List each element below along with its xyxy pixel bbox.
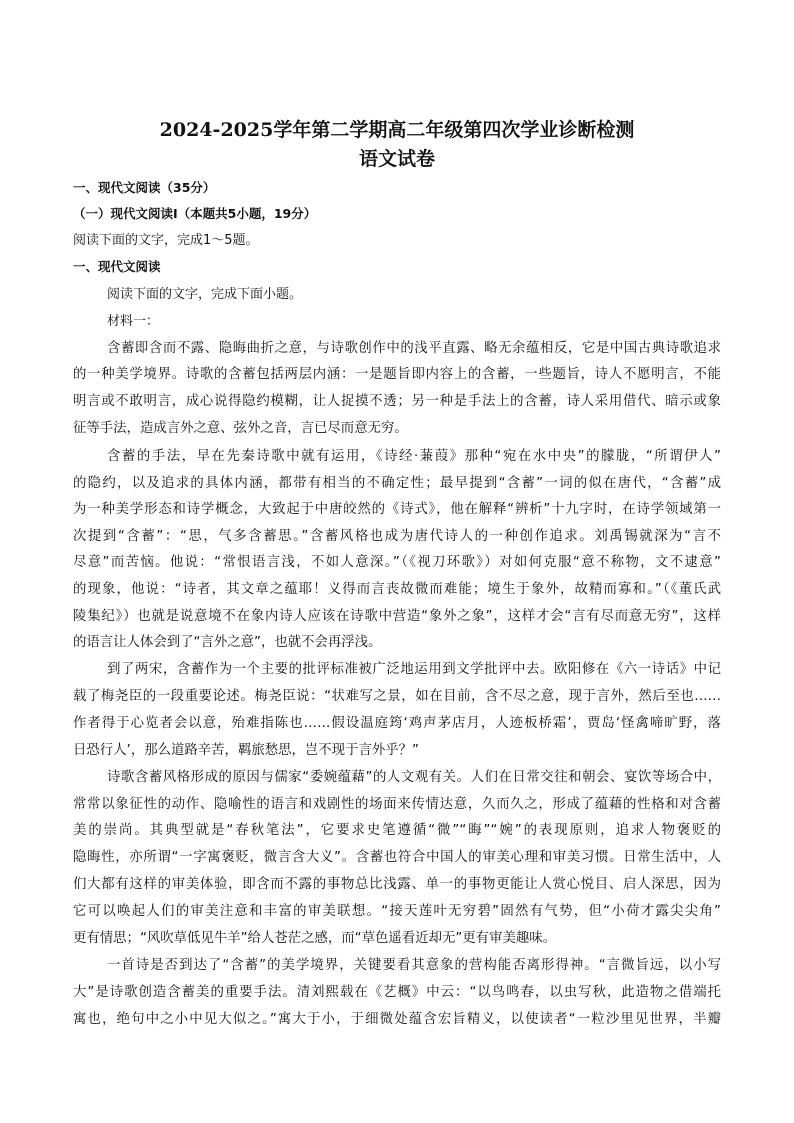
instruction-text: 阅读下面的文字，完成1～5题。 [73, 233, 259, 248]
paragraph-line: 征等手法，造成言外之意、弦外之音，言已尽而意无穷。 [73, 421, 408, 436]
paragraph-line: 大”是诗歌创造含蓄美的重要手法。清刘熙载在《艺概》中云：“以鸟鸣春，以虫写秋，此造物之借端托 [73, 985, 721, 1000]
section-heading-repeat: 一、现代文阅读 [73, 259, 161, 274]
paragraph-line: 美的崇尚。其典型就是“春秋笔法”，它要求史笔遵循“微”“晦”“婉”的表现原则，追求人物褒贬的 [73, 823, 721, 838]
paragraph-line: 的隐约，以及追求的具体内涵，都带有相当的不确定性；最早提到“含蓄”一词的似在唐代，“含蓄”成 [73, 476, 721, 491]
paragraph-line: 含蓄的手法，早在先秦诗歌中就有运用，《诗经·蒹葭》那种“宛在水中央”的朦胧，“所谓伊人” [107, 449, 721, 464]
exam-title: 2024-2025学年第二学期高二年级第四次学业诊断检测 [159, 119, 635, 141]
section-heading: 一、现代文阅读（35分） [73, 180, 216, 195]
paragraph-line: 的一种美学境界。诗歌的含蓄包括两层内涵：一是题旨即内容上的含蓄，一些题旨，诗人不愿明言，不能 [73, 367, 721, 382]
instruction-text-2: 阅读下面的文字，完成下面小题。 [107, 287, 303, 302]
paragraph-line: 次提到“含蓄”：“思，气多含蓄思。”含蓄风格也成为唐代诗人的一种创作追求。刘禹锡就深为“言不 [73, 529, 721, 544]
paragraph-line: 尽意”而苦恼。他说：“常恨语言浅，不如人意深。”（《视刀环歌》）对如何克服“意不称物，文不逮意” [73, 555, 721, 570]
paragraph-line: 为一种美学形态和诗学概念，大致起于中唐皎然的《诗式》，他在解释“辨析”十九字时，在诗学领域第一 [73, 502, 721, 517]
paragraph-line: 日恐行人’，那么道路辛苦，羁旅愁思，岂不现于言外乎？” [73, 743, 419, 758]
paragraph-line: 的现象，他说：“诗者，其文章之蕴耶！义得而言丧故微而难能；境生于象外，故精而寡和。”（《董氏武 [73, 582, 721, 597]
paragraph-line: 们大都有这样的审美体验，即含而不露的事物总比浅露、单一的事物更能让人赏心悦目、启人深思，因为 [73, 877, 721, 892]
paragraph-line: 寓也，绝句中之小中见大似之。”寓大于小，于细微处蕴含宏旨精义，以使读者“一粒沙里见世界，半瓣 [73, 1012, 721, 1027]
material-label: 材料一： [107, 314, 160, 329]
paragraph-line: 诗歌含蓄风格形成的原因与儒家“委婉蕴藉”的人文观有关。人们在日常交往和朝会、宴饮等场合中， [107, 770, 721, 785]
paragraph-line: 到了两宋，含蓄作为一个主要的批评标准被广泛地运用到文学批评中去。欧阳修在《六一诗话》中记 [107, 662, 721, 677]
paragraph-line: 明言或不敢明言，成心说得隐约模糊，让人捉摸不透；另一种是手法上的含蓄，诗人采用借代、暗示或象 [73, 394, 721, 409]
paragraph-line: 一首诗是否到达了“含蓄”的美学境界，关键要看其意象的营构能否离形得神。“言微旨远，以小写 [107, 958, 721, 973]
paragraph-line: 陵集纪》）也就是说意境不在象内诗人应该在诗歌中营造“象外之象”，这样才会“言有尽而意无穷”，这样 [73, 609, 721, 624]
paragraph-line: 作者得于心览者会以意，殆难指陈也……假设温庭筠‘鸡声茅店月，人迹板桥霜’，贾岛‘怪禽啼旷野，落 [73, 716, 721, 731]
paragraph-line: 载了梅尧臣的一段重要论述。梅尧臣说：“状难写之景，如在目前，含不尽之意，现于言外，然后至也…… [73, 689, 721, 704]
paragraph-line: 它可以唤起人们的审美注意和丰富的审美联想。“接天莲叶无穷碧”固然有气势，但“小荷才露尖尖角” [73, 904, 721, 919]
paragraph-line: 含蓄即含而不露、隐晦曲折之意，与诗歌创作中的浅平直露、略无余蕴相反，它是中国古典诗歌追求 [107, 341, 721, 356]
paragraph-line: 的语言让人体会到了“言外之意”，也就不会再浮浅。 [73, 635, 382, 650]
paragraph-line: 隐晦性，亦所谓“一字寓褒贬，微言含大义”。含蓄也符合中国人的审美心理和审美习惯。日常生活中，人 [73, 850, 721, 865]
exam-subtitle: 语文试卷 [358, 148, 435, 170]
paragraph-line: 常常以象征性的动作、隐喻性的语言和戏剧性的场面来传情达意，久而久之，形成了蕴藉的性格和对含蓄 [73, 797, 721, 812]
paragraph-line: 更有情思；“风吹草低见牛羊”给人苍茫之感，而“草色遥看近却无”更有审美趣味。 [73, 931, 557, 946]
subsection-heading: （一）现代文阅读Ⅰ（本题共5小题，19分） [73, 206, 317, 221]
